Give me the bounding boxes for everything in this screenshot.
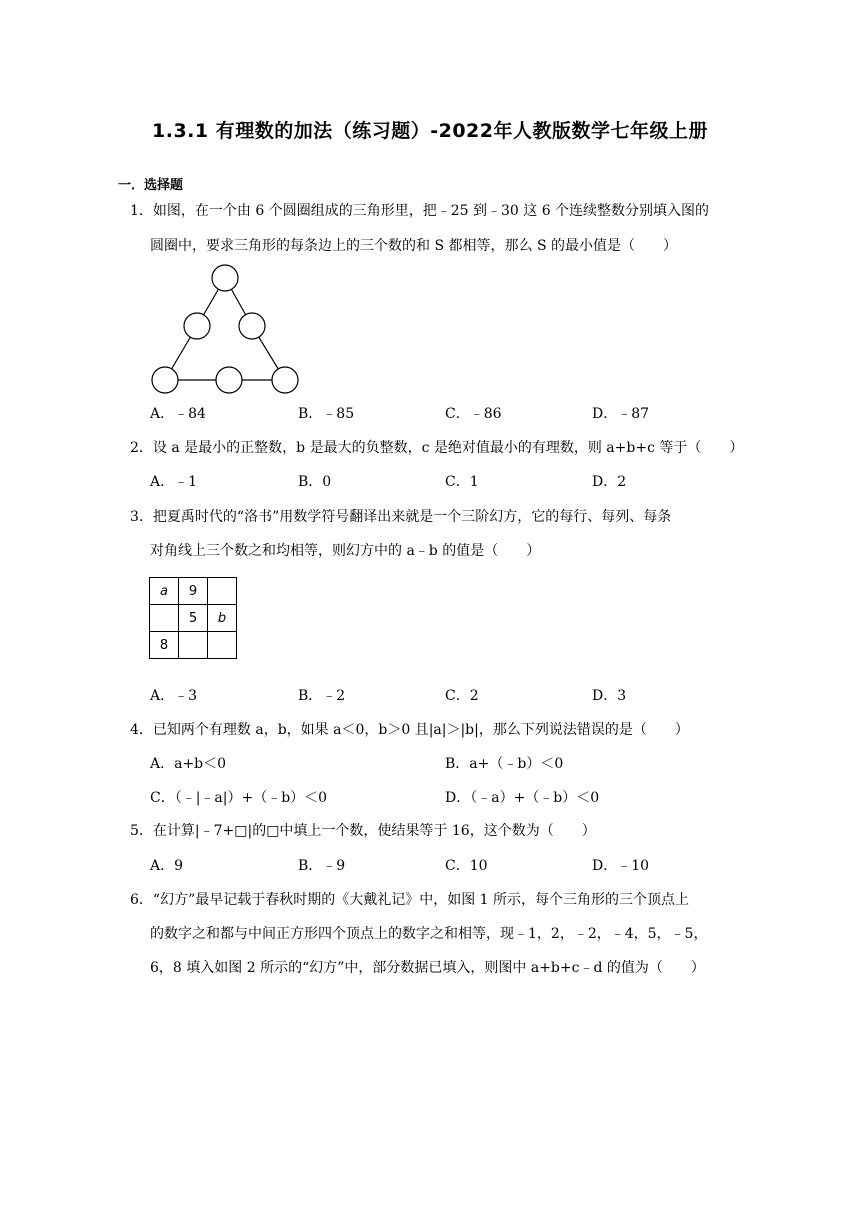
magic-cell: b: [208, 605, 237, 632]
q6-text-line1: 6．“幻方”最早记载于春秋时期的《大戴礼记》中，如图 1 所示，每个三角形的三个顶点上: [130, 892, 690, 908]
q3-option-c: C．2: [445, 688, 479, 704]
q1-option-c: C．﹣86: [445, 406, 502, 422]
q4-option-a: A．a+b＜0: [150, 756, 227, 772]
q3-option-d: D．3: [592, 688, 627, 704]
q3-option-a: A．﹣3: [150, 688, 198, 704]
q6-text-line2: 的数字之和都与中间正方形四个顶点上的数字之和相等，现﹣1，2，﹣2，﹣4，5，﹣5，: [150, 926, 708, 942]
magic-cell: 5: [179, 605, 208, 632]
q1-circle-bottom-mid: [216, 367, 242, 393]
magic-cell: [208, 578, 237, 605]
q5-option-c: C．10: [445, 858, 488, 874]
q5-option-b: B．﹣9: [298, 858, 346, 874]
q1-option-a: A．﹣84: [150, 406, 206, 422]
q3-option-b: B．﹣2: [298, 688, 346, 704]
magic-cell: 9: [179, 578, 208, 605]
q2-text-line1: 2．设 a 是最小的正整数，b 是最大的负整数，c 是绝对值最小的有理数，则 a+b+c 等于（ ）: [130, 440, 744, 456]
q6-text-line3: 6，8 填入如图 2 所示的“幻方”中，部分数据已填入，则图中 a+b+c﹣d 的值为（ ）: [150, 960, 705, 976]
q5-option-a: A．9: [150, 858, 184, 874]
q1-text-line1: 1．如图，在一个由 6 个圆圈组成的三角形里，把﹣25 到﹣30 这 6 个连续整数分别填入图的: [130, 203, 710, 219]
q1-text-line2: 圆圈中，要求三角形的每条边上的三个数的和 S 都相等，那么 S 的最小值是（ ）: [150, 238, 677, 254]
q5-text-line1: 5．在计算|﹣7+□|的□中填上一个数，使结果等于 16，这个数为（ ）: [130, 823, 596, 839]
q4-option-c: C．（﹣|﹣a|）+（﹣b）＜0: [150, 790, 328, 806]
q2-option-d: D．2: [592, 474, 627, 490]
q4-text-line1: 4．已知两个有理数 a，b，如果 a＜0，b＞0 且|a|＞|b|，那么下列说法错误的是（ ）: [130, 722, 689, 738]
q1-circle-triangle-diagram: [145, 262, 305, 397]
q5-option-d: D．﹣10: [592, 858, 650, 874]
magic-cell: 8: [150, 632, 179, 659]
magic-cell: [150, 605, 179, 632]
q3-text-line1: 3．把夏禹时代的“洛书”用数学符号翻译出来就是一个三阶幻方，它的每行、每列、每条: [130, 509, 672, 525]
q4-option-d: D．（﹣a）+（﹣b）＜0: [445, 790, 600, 806]
magic-cell: [208, 632, 237, 659]
q2-option-c: C．1: [445, 474, 479, 490]
q2-option-a: A．﹣1: [150, 474, 198, 490]
q1-circle-left-mid: [184, 313, 210, 339]
q1-option-d: D．﹣87: [592, 406, 650, 422]
q3-magic-square: [149, 577, 237, 659]
q1-circle-right-mid: [239, 313, 265, 339]
q1-option-b: B．﹣85: [298, 406, 355, 422]
q2-option-b: B．0: [298, 474, 332, 490]
page-title: 1.3.1 有理数的加法（练习题）-2022年人教版数学七年级上册: [152, 120, 708, 142]
q4-option-b: B．a+（﹣b）＜0: [445, 756, 564, 772]
q1-circle-bottom-right: [272, 367, 298, 393]
section-heading: 一．选择题: [118, 178, 184, 193]
magic-cell: [179, 632, 208, 659]
q1-circle-bottom-left: [152, 367, 178, 393]
q3-text-line2: 对角线上三个数之和均相等，则幻方中的 a﹣b 的值是（ ）: [150, 543, 541, 559]
q1-circle-top: [212, 265, 238, 291]
magic-cell: a: [150, 578, 179, 605]
